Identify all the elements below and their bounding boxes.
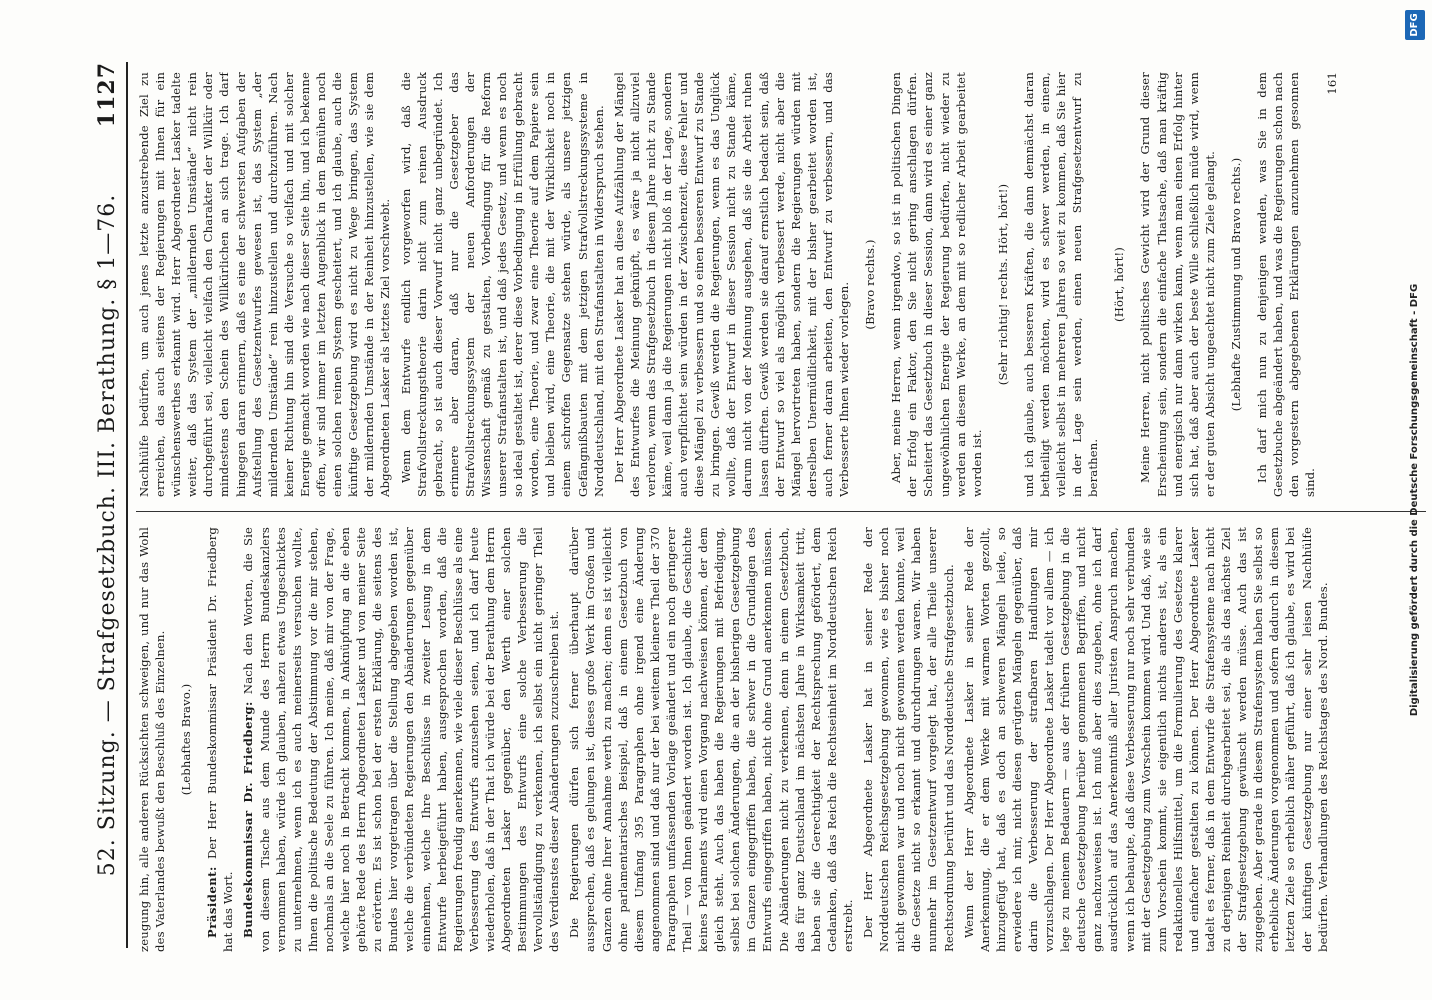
paragraph [204,527,236,952]
paragraph: Wenn der Herr Abgeordnete Lasker in seiner Rede der Anerkennung, die er dem Werke mit warmen Worten gezollt, hinzugefügt hat, daß es doch an schweren Mängeln leide, so erwiedere ich mir, nicht diesen gerügten Mängeln gegenüber, daß darin die Verbesserung der strafbaren Handlungen mir vorzuschlagen. Der Herr Abgeordnete Lasker tadelt vor allem — ich lege zu meinem Bedauern — aus der frühern Gesetzgebung in die deutsche Gesetzgebung herüber genommenen Begriffen, und nicht ganz nachzuweisen ist. Ich muß aber dies zugeben, ohne ich darf ausdrücklich auf das Anerkenntniß aller Juristen Anspruch machen, wenn ich behaupte, daß diese Verbesserung nur noch sehr verbunden mit der Gesetzgebung zum Vorschein kommen wird. Und daß, wie sie zum Vorschein kommt, sie eigentlich nichts anderes ist, als ein redaktionelles Hilfsmittel, um die Formulierung des Gesetzes klarer und einfacher gestalten zu können. Der Herr Abgeordnete Lasker tadelt es ferner, daß in dem Entwurfe die Strafensysteme nach nicht zu derjenigen Reinheit durchgearbeitet sei, die als das nächste Ziel der Strafgesetzgebung gewünscht werden müsse. Auch das ist zugegeben. Aber gerade in diesem Strafensystem haben Sie selbst so erhebliche Änderungen vorgenommen und sofern dadurch in diesem letzten Ziele so erheblich näher geführt, daß ich glaube, es wird bei der künftigen Gesetzgebung nur einer sehr leisen Nachhülfe bedürfen. Verhandlungen des Reichstages des Nord. Bundes. [961,527,1330,952]
applause-note: (Lebhafte Zustimmung und Bravo rechts.) [1228,157,1243,412]
paragraph: Nachhülfe bedürfen, um auch jenes letzte anzustrebende Ziel zu erreichen, das auch seitens der Regierungen mit Ihnen für ein wünschenswerthes erkannt wird. Herr Abgeordneter Lasker tadelte weiter, daß das System der „mildernden Umstände“ nicht rein durchgeführt sei, vielleicht vielfach den Charakter der Willkür oder mindestens den Schein des Willkürlichen an sich trage. Ich darf hingegen daran erinnern, daß es eine der schwersten Aufgaben der Aufstellung des Gesetzentwurfes gewesen ist, das System „der mildernden Umstände“ rein hinzustellen und durchzuführen. Nach keiner Richtung hin sind die Versuche so vielfach und mit solcher Energie gemacht worden wie nach dieser Seite hin, und ich bekenne offen, wir sind immer im letzten Augenblick in dem Bemühen noch einen solchen reinen System gescheitert, und ich glaube, auch die künftige Gesetzgebung wird es nicht zu Wege bringen, das System der mildernden Umstände in der Reinheit hinzustellen, wie sie dem Abgeordneten Lasker als letztes Ziel vorschwebt. [137,72,393,497]
paragraph: Wenn dem Entwurfe endlich vorgeworfen wird, daß die Strafvollstreckungstheorie darin nicht zum reinen Ausdruck gebracht, so ist auch dieser Vorwurf nicht ganz unbegründet. Ich erinnere aber daran, daß nur die Gesetzgeber das Strafvollstreckungssystem der neuen Anforderungen der Wissenschaft gemäß zu gestalten, Vorbedingung für die Reform unserer Strafanstalten ist, und daß jedes Gesetz, und wenn es noch so ideal gestaltet ist, derer diese Vorbedingung in Erfüllung gebracht worden, eine Theorie, und zwar eine Theorie auf dem Papiere sein und bleiben wird, eine Theorie, die mit der Wirklichkeit noch in einem schroffen Gegensatze stehen würde, als unsere jetzigen Gefängnißbauten mit dem jetzigen Strafvollstreckungssysteme in Norddeutschland, mit den Strafanstalten in Widerspruch stehen. [398,72,606,497]
signature-mark: 161 [1325,72,1340,95]
paragraph [240,527,562,952]
applause-note: (Sehr richtig! rechts. Hört, hört!) [995,183,1010,386]
applause-note: (Bravo rechts.) [863,239,878,330]
right-text-column [136,72,1426,497]
paragraph: Ich darf mich nun zu denjenigen wenden, was Sie in dem Gesetzbuche abgeändert haben, und was die Regierungen schon nach den vorgestern abgegebenen Erklärungen anzunehmen gesonnen sind. [1255,72,1318,497]
dfg-logo: DFG [1405,10,1425,40]
paragraph-text: Der Herr Bundeskommissar Präsident Dr. Friedberg hat das Wort. [205,527,236,952]
paragraph-text: Nach den Worten, die Sie von diesem Tische aus dem Munde des Herrn Bundeskanzlers vernommen haben, würde ich glauben, nahezu etwas Ungeschicktes zu unternehmen, wenn ich es auch meinerseits versuchen wollte, Ihnen die politische Bedeutung der Abstimmung vor die mir stehen, nochmals an die Seele zu führen. Ich meine, daß mir von der Frage, welche hier noch in Betracht kommen, in Anknüpfung an die eben gehörte Rede des Herrn Abgeordneten Lasker und von meiner Seite zu erörtern. Es ist schon bei der ersten Erklärung, die seitens des Bundes hier vorgetragen über die Stellung abgegeben worden ist, welche die verbündeten Regierungen den Abänderungen gegenüber einnehmen, welche Ihre Beschlüsse in zweiter Lesung in dem Entwurfe herbeigeführt haben, ausgesprochen worden, daß die Regierungen freudig anerkennen, wie viele dieser Beschlüsse als eine Verbesserung des Entwurfs anzusehen seien, und ich darf heute wiederholen, daß in der That ich würde bei der Berathung dem Herrn Abgeordneten Lasker gegenüber, den Werth einer solchen Bestimmungen des Entwurfs eine solche Verbesserung die Vervollständigung zu verkennen, ich selbst ein nicht geringer Theil des Verdienstes dieser Abänderungen zuzuschreiben ist. [241,527,562,952]
paragraph: zeugung hin, alle anderen Rücksichten schweigen, und nur das Wohl des Vaterlandes bewußt den Beschluß des Einzelnen. [137,527,168,952]
column-divider [136,511,1426,512]
paragraph: und ich glaube, auch besseren Kräften, die dann demnächst daran betheiligt werden möchten, wird es schwer werden, in einem, vielleicht selbst in mehreren Jahren so weit zu kommen, daß Sie hier in der Lage sein werden, einen neuen Strafgesetzentwurf zu berathen. [1021,72,1101,497]
page-header [86,62,128,948]
speaker-label: Präsident: [205,866,220,938]
page-header-title: 52. Sitzung. — Strafgesetzbuch. III. Berathung. § 1—76. [95,193,120,877]
digitization-note: Digitalisierung gefördert durch die Deutsche Forschungsgemeinschaft - DFG [1409,283,1420,717]
speaker-label: Bundeskommissar Dr. Friedberg: [241,701,256,938]
paragraph: Die Regierungen dürfen sich ferner überhaupt darüber aussprechen, daß es gelungen ist, dieses große Werk im Großen und Ganzen ohne Ihrer Annahme werth zu machen; denn es ist vielleicht ohne parlamentarisches Beispiel, daß in einem Gesetzbuch von diesem Umfang 395 Paragraphen ohne irgend eine Änderung angenommen sind und daß nur der bei weitem kleinere Theil der 370 Paragraphen umfassenden Vorlage geändert und ein noch geringerer Theil — von Ihnen geändert worden ist. Ich glaube, die Geschichte keines Parlaments wird einen Vorgang nachweisen können, der dem gleich steht. Auch das haben die Regierungen mit Befriedigung, selbst bei solchen Änderungen, die an der bisherigen Gesetzgebung im Ganzen eingegriffen haben, die schwer in die Grundlagen des Entwurfs eingegriffen haben, nicht ohne Grund anerkennen müssen. Die Abänderungen nicht zu verkennen, denn in einem Gesetzbuch, das für ganz Deutschland im nächsten Jahre in Wirksamkeit tritt, haben sie die Gerechtigkeit der Rechtsprechung gefördert, dem Gedanken, daß das Reich die Rechtseinheit im Norddeutschen Reich erstrebt. [567,527,855,952]
applause-note: (Hört, hört!) [1112,247,1127,322]
paragraph: Aber, meine Herren, wenn irgendwo, so ist in politischen Dingen der Erfolg ein Faktor, den Sie nicht gering anschlagen dürfen. Scheitert das Gesetzbuch in dieser Session, dann wird es einer ganz ungewöhnlichen Energie der Regierung bedürfen, nicht wieder zu werden an diesem Werke, an dem mit so redlicher Arbeit gearbeitet worden ist. [889,72,984,497]
left-text-column [136,527,1426,952]
applause-note: (Lebhaftes Bravo.) [179,683,194,796]
paragraph: Meine Herren, nicht politisches Gewicht wird der Grund dieser Erscheinung sein, sondern die einfache Thatsache, daß man kräftig und energisch nur dann wirken kann, wenn man einen Erfolg hinter sich hat, daß aber auch der beste Wille schließlich müde wird, wenn er der guten Absicht ungeachtet nicht zum Ziele gelangt. [1138,72,1217,497]
paragraph: Der Herr Abgeordnete Lasker hat an diese Aufzählung der Mängel des Entwurfes die Meinung geknüpft, es wäre ja nicht allzuviel verloren, wenn das Strafgesetzbuch in diesem Jahre nicht zu Stande käme, weil dann ja die Regierungen nicht bloß in der Lage, sondern auch verpflichtet sein würden in der Zwischenzeit, diese Fehler und diese Mängel zu verbessern und so einen besseren Entwurf zu Stande zu bringen. Gewiß werden die Regierungen, wenn es das Unglück wollte, daß der Entwurf in dieser Session nicht zu Stande käme, darum nicht von der Meinung ausgehen, daß sie die Arbeit ruhen lassen dürften. Gewiß werden sie darauf ernstlich bedacht sein, daß der Entwurf so viel als möglich verbessert werde, nicht aber die Mängel hervortreten haben, sondern die Regierungen würden mit derselben Unermüdlichkeit, mit der bisher gearbeitet worden ist, auch ferner daran arbeiten, den Entwurf zu verbessern, und das Verbesserte Ihnen wieder vorlegen. [611,72,852,497]
paragraph: Der Herr Abgeordnete Lasker hat in seiner Rede der Norddeutschen Reichsgesetzgebung gewonnen, wie es bisher noch nicht gewonnen war und noch nicht gewonnen werden konnte, weil die Gesetze nicht so erkannt und durchdrungen waren. Wir haben nunmehr im Gesetzentwurf vorgelegt hat, der alle Theile unserer Rechtsordnung berührt und das Norddeutsche Strafgesetzbuch. [861,527,956,952]
page-number: 1127 [94,62,120,128]
